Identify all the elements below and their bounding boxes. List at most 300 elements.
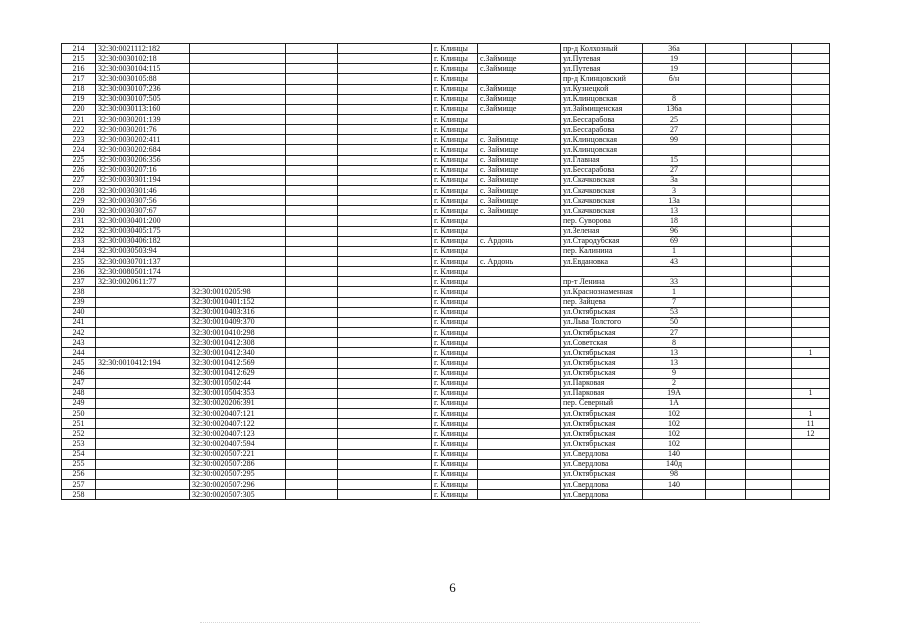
table-cell: г. Клинцы: [432, 84, 478, 94]
table-cell: [338, 54, 432, 64]
table-cell: ул.Октябрьская: [561, 439, 643, 449]
table-cell: 32:30:0020507:295: [190, 469, 286, 479]
table-cell: 32:30:0010410:298: [190, 327, 286, 337]
table-cell: 13: [643, 206, 706, 216]
table-cell: [338, 297, 432, 307]
table-cell: [746, 388, 792, 398]
table-cell: [286, 196, 338, 206]
table-cell: 32:30:0030113:160: [96, 104, 190, 114]
table-cell: г. Клинцы: [432, 196, 478, 206]
table-cell: [478, 287, 561, 297]
table-cell: [478, 125, 561, 135]
table-cell: [190, 226, 286, 236]
table-cell: [792, 125, 830, 135]
table-cell: [706, 104, 746, 114]
table-cell: ул.Займищенская: [561, 104, 643, 114]
table-cell: [338, 459, 432, 469]
table-cell: ул.Октябрьская: [561, 368, 643, 378]
table-cell: [286, 267, 338, 277]
table-cell: г. Клинцы: [432, 256, 478, 266]
table-row: [62, 114, 830, 124]
table-cell: г. Клинцы: [432, 267, 478, 277]
table-cell: [792, 44, 830, 54]
table-cell: [746, 277, 792, 287]
table-cell: 251: [62, 419, 96, 429]
table-cell: [338, 84, 432, 94]
table-row: [62, 165, 830, 175]
table-cell: 247: [62, 378, 96, 388]
table-cell: 32:30:0020407:121: [190, 409, 286, 419]
table-cell: г. Клинцы: [432, 439, 478, 449]
table-cell: 27: [643, 165, 706, 175]
table-cell: [96, 388, 190, 398]
table-cell: [706, 226, 746, 236]
table-cell: г. Клинцы: [432, 419, 478, 429]
table-cell: 1: [792, 388, 830, 398]
table-cell: 11: [792, 419, 830, 429]
table-cell: 253: [62, 439, 96, 449]
table-cell: 2: [643, 378, 706, 388]
table-cell: г. Клинцы: [432, 338, 478, 348]
table-cell: 248: [62, 388, 96, 398]
table-cell: [190, 125, 286, 135]
table-cell: [746, 206, 792, 216]
table-row: [62, 388, 830, 398]
table-cell: [286, 419, 338, 429]
table-cell: г. Клинцы: [432, 449, 478, 459]
table-cell: 102: [643, 409, 706, 419]
table-cell: [792, 378, 830, 388]
table-cell: г. Клинцы: [432, 125, 478, 135]
table-cell: [286, 216, 338, 226]
table-cell: с.Займище: [478, 54, 561, 64]
scan-bleed-line: [200, 622, 700, 626]
table-cell: г. Клинцы: [432, 317, 478, 327]
table-row: [62, 429, 830, 439]
table-cell: 32:30:0010412:629: [190, 368, 286, 378]
table-cell: [478, 267, 561, 277]
table-cell: [338, 236, 432, 246]
table-cell: пер. Суворова: [561, 216, 643, 226]
table-cell: [706, 327, 746, 337]
table-cell: [338, 246, 432, 256]
table-cell: [478, 348, 561, 358]
table-cell: [286, 409, 338, 419]
table-cell: [792, 54, 830, 64]
table-row: [62, 409, 830, 419]
table-cell: [286, 54, 338, 64]
table-cell: 234: [62, 246, 96, 256]
table-cell: [190, 84, 286, 94]
table-cell: 240: [62, 307, 96, 317]
table-cell: [792, 145, 830, 155]
table-row: [62, 287, 830, 297]
table-cell: [338, 277, 432, 287]
table-cell: [746, 114, 792, 124]
table-cell: ул.Клинцовская: [561, 94, 643, 104]
table-row: [62, 317, 830, 327]
table-cell: [190, 206, 286, 216]
table-cell: г. Клинцы: [432, 44, 478, 54]
table-cell: [792, 165, 830, 175]
table-cell: [792, 185, 830, 195]
table-cell: 236: [62, 267, 96, 277]
table-row: [62, 104, 830, 114]
table-cell: с. Займище: [478, 145, 561, 155]
table-row: [62, 338, 830, 348]
table-cell: [706, 388, 746, 398]
table-cell: [746, 175, 792, 185]
table-cell: [478, 439, 561, 449]
table-cell: [706, 429, 746, 439]
table-cell: 32:30:0020507:296: [190, 480, 286, 490]
table-cell: 32:30:0030301:46: [96, 185, 190, 195]
table-cell: 32:30:0020407:123: [190, 429, 286, 439]
table-cell: [286, 439, 338, 449]
table-cell: 15: [643, 155, 706, 165]
table-cell: 27: [643, 327, 706, 337]
table-cell: [746, 490, 792, 500]
table-cell: 223: [62, 135, 96, 145]
table-cell: [792, 327, 830, 337]
table-cell: [746, 338, 792, 348]
table-cell: [338, 317, 432, 327]
table-cell: 13: [643, 348, 706, 358]
table-cell: 241: [62, 317, 96, 327]
table-cell: г. Клинцы: [432, 378, 478, 388]
table-cell: [746, 409, 792, 419]
table-cell: [746, 84, 792, 94]
table-cell: [706, 246, 746, 256]
table-cell: [746, 216, 792, 226]
table-cell: 1: [792, 409, 830, 419]
table-row: [62, 84, 830, 94]
table-cell: 1А: [643, 398, 706, 408]
table-cell: г. Клинцы: [432, 226, 478, 236]
table-cell: [706, 378, 746, 388]
table-cell: [792, 246, 830, 256]
table-cell: [338, 185, 432, 195]
table-cell: [190, 104, 286, 114]
table-cell: пер. Зайцева: [561, 297, 643, 307]
table-cell: [792, 338, 830, 348]
table-cell: [792, 84, 830, 94]
table-cell: 252: [62, 429, 96, 439]
table-cell: 254: [62, 449, 96, 459]
table-cell: с.Займище: [478, 94, 561, 104]
table-cell: [792, 469, 830, 479]
table-cell: 19: [643, 54, 706, 64]
table-cell: [643, 145, 706, 155]
table-cell: [190, 267, 286, 277]
table-cell: [792, 307, 830, 317]
table-cell: [96, 449, 190, 459]
table-cell: [338, 449, 432, 459]
table-cell: 32:30:0030104:115: [96, 64, 190, 74]
table-cell: [706, 439, 746, 449]
table-cell: [746, 429, 792, 439]
table-cell: [746, 104, 792, 114]
table-cell: [96, 317, 190, 327]
table-cell: [792, 196, 830, 206]
table-cell: г. Клинцы: [432, 480, 478, 490]
table-cell: [746, 368, 792, 378]
table-cell: [286, 175, 338, 185]
table-cell: 32:30:0030201:76: [96, 125, 190, 135]
table-cell: [706, 368, 746, 378]
table-cell: [792, 297, 830, 307]
table-cell: [478, 480, 561, 490]
table-cell: [478, 388, 561, 398]
table-cell: [706, 216, 746, 226]
table-cell: [338, 135, 432, 145]
table-cell: с.Займище: [478, 84, 561, 94]
table-cell: [746, 44, 792, 54]
table-cell: 224: [62, 145, 96, 155]
table-row: [62, 277, 830, 287]
table-cell: г. Клинцы: [432, 236, 478, 246]
table-cell: [478, 74, 561, 84]
table-cell: [478, 398, 561, 408]
table-cell: [706, 114, 746, 124]
table-cell: пр-д Колхозный: [561, 44, 643, 54]
table-cell: 32:30:0010205:98: [190, 287, 286, 297]
table-cell: 25: [643, 114, 706, 124]
table-cell: г. Клинцы: [432, 469, 478, 479]
table-cell: [286, 287, 338, 297]
table-cell: 216: [62, 64, 96, 74]
table-cell: [478, 368, 561, 378]
table-cell: [338, 327, 432, 337]
table-cell: [746, 449, 792, 459]
table-cell: ул.Советская: [561, 338, 643, 348]
table-cell: [561, 267, 643, 277]
table-row: [62, 480, 830, 490]
table-cell: с. Займище: [478, 185, 561, 195]
table-cell: г. Клинцы: [432, 216, 478, 226]
table-cell: [338, 429, 432, 439]
table-cell: 221: [62, 114, 96, 124]
table-cell: [338, 469, 432, 479]
table-cell: [792, 358, 830, 368]
table-cell: [478, 378, 561, 388]
table-cell: 3: [643, 185, 706, 195]
table-cell: 32:30:0030405:175: [96, 226, 190, 236]
table-cell: [338, 74, 432, 84]
table-cell: [286, 256, 338, 266]
table-cell: 1: [643, 287, 706, 297]
table-cell: [286, 185, 338, 195]
table-cell: 13: [643, 358, 706, 368]
table-cell: [746, 256, 792, 266]
table-cell: 32:30:0030301:194: [96, 175, 190, 185]
table-cell: 242: [62, 327, 96, 337]
table-cell: [478, 277, 561, 287]
table-cell: 218: [62, 84, 96, 94]
table-row: [62, 490, 830, 500]
table-cell: [706, 185, 746, 195]
table-cell: [338, 44, 432, 54]
table-cell: [286, 327, 338, 337]
table-cell: ул.Свердлова: [561, 459, 643, 469]
table-cell: с. Займище: [478, 175, 561, 185]
table-cell: [286, 94, 338, 104]
table-row: [62, 256, 830, 266]
table-cell: [792, 277, 830, 287]
table-cell: [286, 429, 338, 439]
table-cell: пр-т Ленина: [561, 277, 643, 287]
table-cell: [746, 135, 792, 145]
table-cell: [338, 398, 432, 408]
table-cell: [286, 358, 338, 368]
table-cell: [478, 338, 561, 348]
table-cell: [706, 84, 746, 94]
table-cell: ул.Льва Толстого: [561, 317, 643, 327]
table-cell: 32:30:0080501:174: [96, 267, 190, 277]
table-cell: [338, 196, 432, 206]
table-cell: [190, 114, 286, 124]
table-row: [62, 226, 830, 236]
table-row: [62, 358, 830, 368]
table-cell: [706, 196, 746, 206]
table-cell: [338, 439, 432, 449]
table-row: [62, 459, 830, 469]
table-cell: 257: [62, 480, 96, 490]
table-cell: 32:30:0030307:56: [96, 196, 190, 206]
table-cell: [746, 155, 792, 165]
table-cell: [96, 327, 190, 337]
table-cell: 140: [643, 480, 706, 490]
table-cell: [286, 297, 338, 307]
table-cell: 43: [643, 256, 706, 266]
table-row: [62, 94, 830, 104]
table-row: [62, 196, 830, 206]
table-cell: 32:30:0020407:122: [190, 419, 286, 429]
table-row: [62, 398, 830, 408]
table-cell: 32:30:0030307:67: [96, 206, 190, 216]
table-cell: [706, 94, 746, 104]
table-cell: 232: [62, 226, 96, 236]
table-cell: [338, 338, 432, 348]
table-cell: [338, 409, 432, 419]
table-cell: 19: [643, 64, 706, 74]
table-cell: [286, 74, 338, 84]
table-cell: [96, 439, 190, 449]
table-cell: [792, 206, 830, 216]
table-cell: ул.Клинцовская: [561, 135, 643, 145]
table-cell: 231: [62, 216, 96, 226]
table-cell: [286, 449, 338, 459]
table-cell: [190, 196, 286, 206]
table-row: [62, 74, 830, 84]
table-cell: [478, 216, 561, 226]
table-cell: [338, 145, 432, 155]
table-cell: [746, 287, 792, 297]
table-cell: [478, 307, 561, 317]
table-cell: [792, 74, 830, 84]
table-cell: [706, 74, 746, 84]
table-cell: ул.Октябрьская: [561, 409, 643, 419]
table-cell: 53: [643, 307, 706, 317]
table-cell: [792, 398, 830, 408]
table-cell: 32:30:0030206:356: [96, 155, 190, 165]
table-cell: [286, 480, 338, 490]
table-cell: [746, 469, 792, 479]
table-cell: [643, 84, 706, 94]
table-cell: 140д: [643, 459, 706, 469]
table-cell: ул.Скачковская: [561, 175, 643, 185]
table-cell: [338, 419, 432, 429]
table-cell: [792, 287, 830, 297]
table-cell: [190, 64, 286, 74]
table-cell: [792, 256, 830, 266]
table-cell: [96, 459, 190, 469]
table-cell: 230: [62, 206, 96, 216]
table-cell: [478, 429, 561, 439]
table-cell: г. Клинцы: [432, 358, 478, 368]
table-row: [62, 155, 830, 165]
table-cell: [190, 145, 286, 155]
table-cell: [96, 348, 190, 358]
table-cell: 235: [62, 256, 96, 266]
table-cell: [338, 216, 432, 226]
table-cell: 32:30:0010504:353: [190, 388, 286, 398]
table-cell: 50: [643, 317, 706, 327]
table-cell: 32:30:0030207:16: [96, 165, 190, 175]
table-cell: 13а: [643, 196, 706, 206]
table-cell: ул.Зеленая: [561, 226, 643, 236]
table-cell: 32:30:0010403:316: [190, 307, 286, 317]
table-cell: 32:30:0010412:308: [190, 338, 286, 348]
table-cell: ул.Свердлова: [561, 490, 643, 500]
table-cell: 32:30:0020507:305: [190, 490, 286, 500]
table-cell: с. Займище: [478, 135, 561, 145]
table-cell: 32:30:0030401:200: [96, 216, 190, 226]
table-cell: г. Клинцы: [432, 175, 478, 185]
table-cell: г. Клинцы: [432, 94, 478, 104]
table-cell: [706, 419, 746, 429]
table-cell: г. Клинцы: [432, 114, 478, 124]
table-cell: ул.Скачковская: [561, 185, 643, 195]
table-cell: [706, 165, 746, 175]
table-cell: ул.Бессарабова: [561, 125, 643, 135]
table-cell: 3а: [643, 175, 706, 185]
table-cell: [338, 256, 432, 266]
table-cell: [338, 104, 432, 114]
table-cell: [746, 419, 792, 429]
table-cell: [286, 206, 338, 216]
table-cell: [286, 114, 338, 124]
table-cell: 219: [62, 94, 96, 104]
table-cell: [706, 348, 746, 358]
table-cell: 19А: [643, 388, 706, 398]
table-cell: [478, 317, 561, 327]
table-cell: [478, 469, 561, 479]
table-cell: [478, 246, 561, 256]
table-cell: г. Клинцы: [432, 277, 478, 287]
table-cell: [478, 459, 561, 469]
table-cell: 222: [62, 125, 96, 135]
table-cell: 96: [643, 226, 706, 236]
table-cell: 237: [62, 277, 96, 287]
table-cell: 226: [62, 165, 96, 175]
table-cell: [286, 388, 338, 398]
table-cell: 99: [643, 135, 706, 145]
table-cell: [746, 348, 792, 358]
table-row: [62, 419, 830, 429]
table-row: [62, 439, 830, 449]
table-cell: 249: [62, 398, 96, 408]
